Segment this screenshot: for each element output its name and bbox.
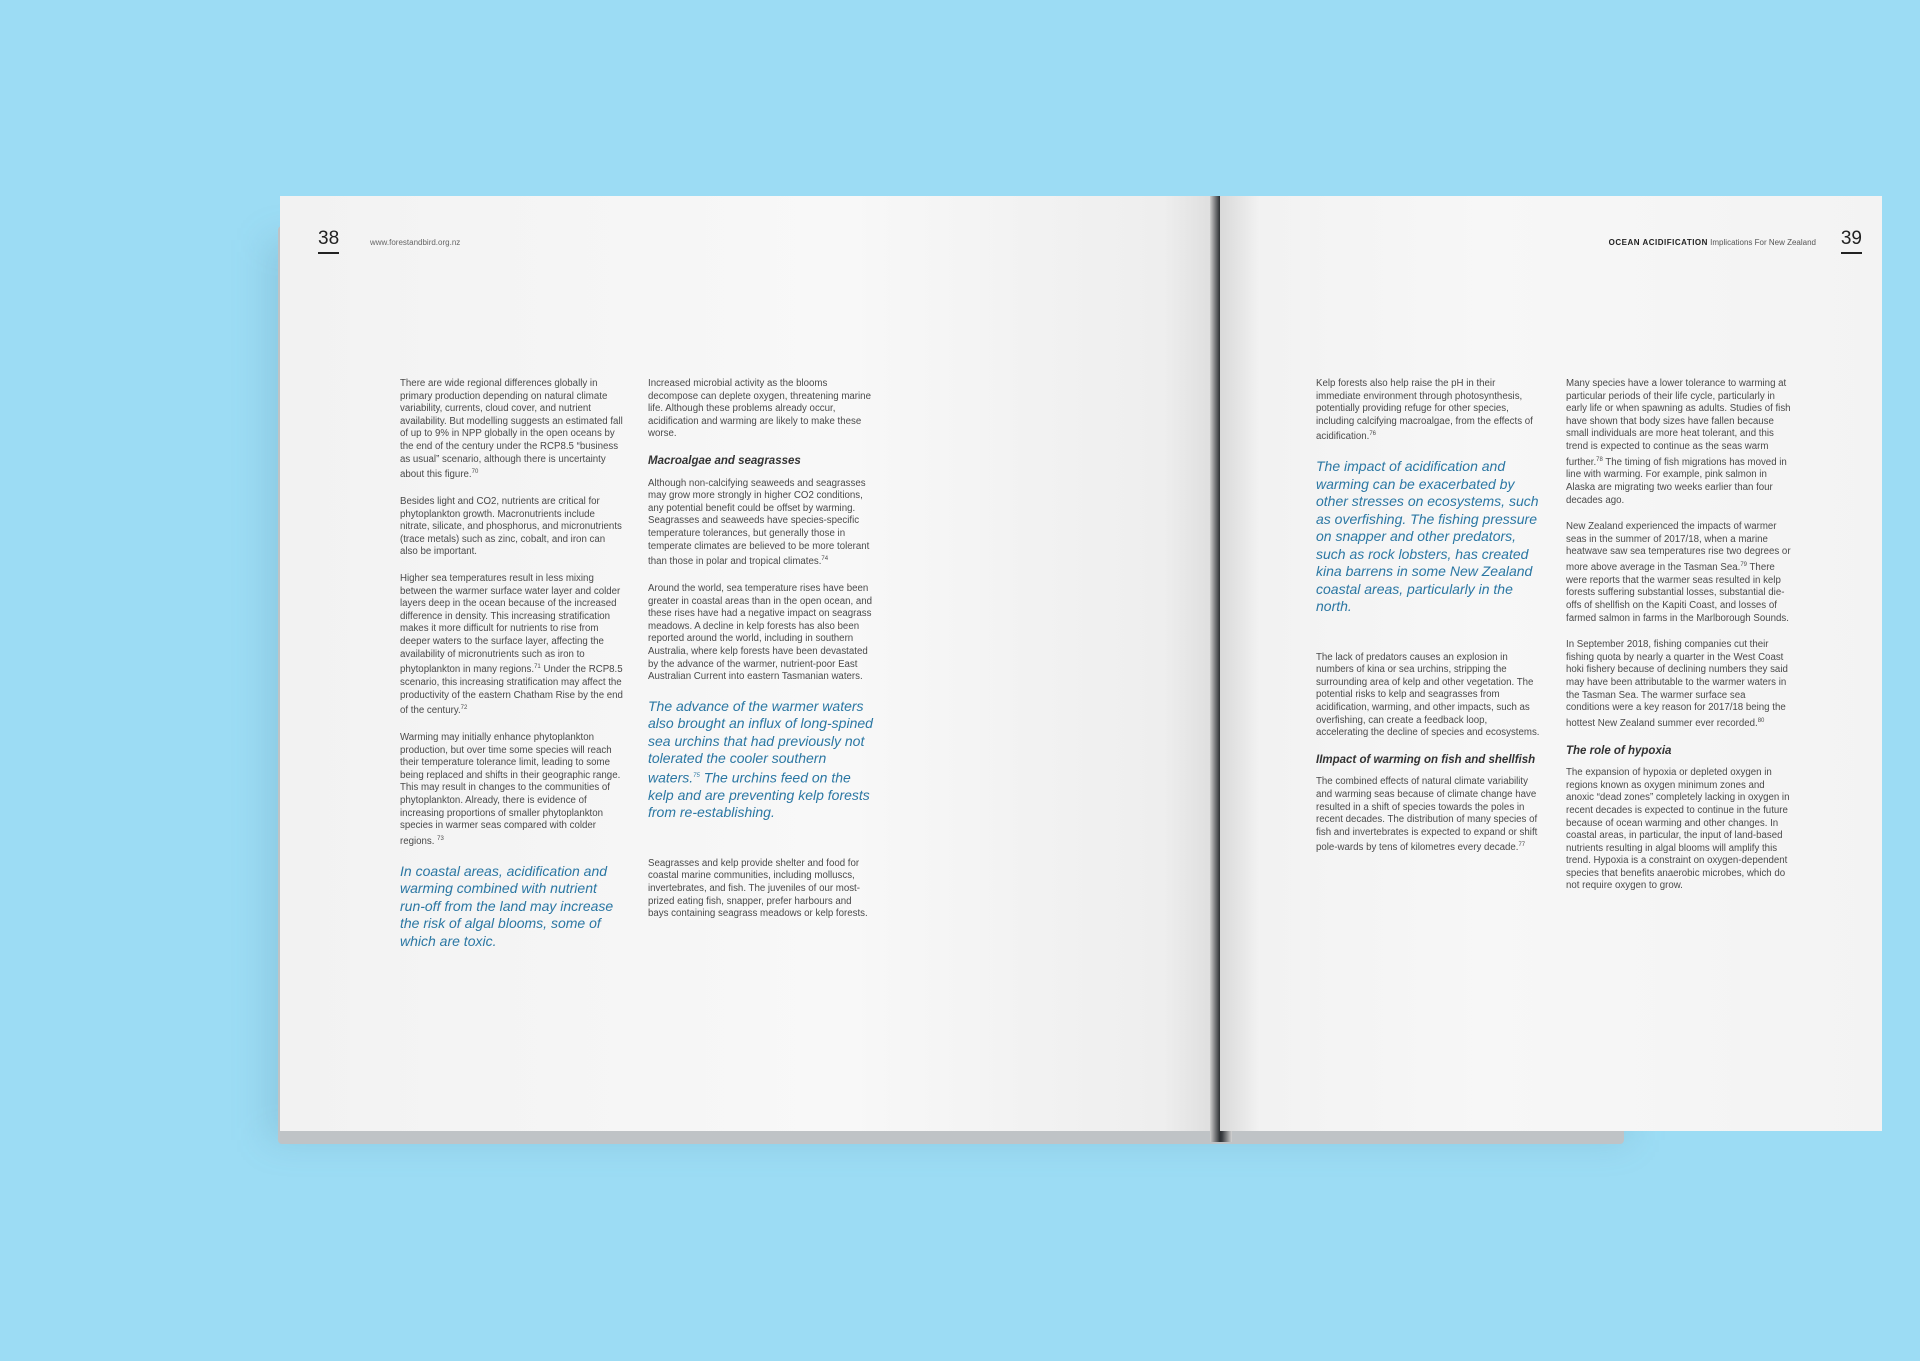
paragraph: Besides light and CO2, nutrients are critical for phytoplankton growth. Macronutrients include nitrate, silicate, and phosphorus, and micronutrients (trace metals) such as zinc, cobalt, and iron can also be important. <box>400 495 622 558</box>
section-heading: The role of hypoxia <box>1566 744 1672 757</box>
right-column-2 <box>1566 378 1791 907</box>
pull-quote: The impact of acidification and warming can be exacerbated by other stresses on ecosystems, such as overfishing. The fishing pressure on snapper and other predators, such as rock lobsters, has created kina barrens in some New Zealand coastal areas, particularly in the north. <box>1316 458 1539 615</box>
open-book <box>270 196 1862 1142</box>
pull-quote: The advance of the warmer waters also brought an influx of long-spined sea urchins that had previously not tolerated the cooler southern waters.$^{75}$ The urchins feed on the kelp and are preventing kelp forests from re-establishing. <box>648 697 873 821</box>
paragraph: The combined effects of natural climate variability and warming seas because of climate change have resulted in a shift of species towards the poles in recent decades. The distribution of many species of fish and invertebrates is expected to expand or shift pole-wards by tens of kilometres every decade.$^{77}$ <box>1316 776 1538 854</box>
paragraph: Although non-calcifying seaweeds and seagrasses may grow more strongly in higher CO2 conditions, any potential benefit could be offset by warming. Seagrasses and seaweeds have species-specific temperature tolerances, but generally those in temperate climates are believed to be more tolerant than those in polar and tropical climates.$^{74}$ <box>648 477 870 568</box>
paragraph: Seagrasses and kelp provide shelter and food for coastal marine communities, including molluscs, invertebrates, and fish. The juveniles of our most-prized eating fish, snapper, prefer harbours and bays containing seagrass meadows or kelp forests. <box>648 857 868 920</box>
website-url: www.forestandbird.org.nz <box>370 238 461 247</box>
paragraph: Around the world, sea temperature rises have been greater in coastal areas than in the open ocean, and these rises have had a negative impact on seagrass meadows. A decline in kelp forests has also been reported around the world, including in southern Australia, where kelp forests have been devastated by the advance of the warmer, nutrient-poor East Australian Current into eastern Tasmanian waters. <box>648 582 873 683</box>
paragraph: Warming may initially enhance phytoplankton production, but over time some species will reach their temperature tolerance limit, leading to some being replaced and shifts in their geographic range. This may result in changes to the communities of phytoplankton. Already, there is evidence of increasing proportions of smaller phytoplankton species in warmer seas compared with colder regions. $^{73}$ <box>400 731 621 847</box>
paragraph: New Zealand experienced the impacts of warmer seas in the summer of 2017/18, when a marine heatwave saw sea temperatures rise two degrees or more above average in the Tasman Sea.$^{79}$ There were reports that the warmer seas resulted in kelp forests suffering substantial losses, substantial die-offs of shellfish on the Kapiti Coast, and losses of farmed salmon in farms in the Marlborough Sounds. <box>1566 521 1791 624</box>
running-head: OCEAN ACIDIFICATION Implications For New Zealand <box>1608 238 1816 247</box>
paragraph: In September 2018, fishing companies cut their fishing quota by nearly a quarter in the West Coast hoki fishery because of declining numbers they said may have been attributable to the warmer waters in the Tasman Sea. The warmer surface sea conditions were a key reason for 2017/18 being the hottest New Zealand summer ever recorded.$^{80}$ <box>1566 639 1788 729</box>
paragraph: The expansion of hypoxia or depleted oxygen in regions known as oxygen minimum zones and anoxic “dead zones” completely lacking in oxygen in recent decades is expected to continue in the future because of ocean warming and other changes. In coastal areas, in particular, the input of land-based nutrients resulting in algal blooms will amplify this trend. Hypoxia is a constraint on oxygen-dependent species that benefits anaerobic microbes, which do not require oxygen to grow. <box>1566 767 1790 892</box>
section-heading: Macroalgae and seagrasses <box>648 454 801 467</box>
paragraph: Kelp forests also help raise the pH in their immediate environment through photosynthesis, potentially providing refuge for other species, including calcifying macroalgae, from the effects of acidification.$^{76}$ <box>1316 378 1533 443</box>
paragraph: Many species have a lower tolerance to warming at particular periods of their life cycle, particularly in early life or when spawning as adults. Studies of fish have shown that body sizes have fallen because small individuals are more heat tolerant, and this trend is expected to continue as the seas warm further.$^{78}$ The timing of fish migrations has moved in line with warming. For example, pink salmon in Alaska are migrating two weeks earlier than four decades ago. <box>1566 378 1791 506</box>
right-page <box>1220 196 1882 1131</box>
left-page <box>280 196 1220 1131</box>
paragraph: Increased microbial activity as the blooms decompose can deplete oxygen, threatening marine life. Although these problems already occur, acidification and warming are likely to make these worse. <box>648 378 871 440</box>
pull-quote: In coastal areas, acidification and warming combined with nutrient run-off from the land may increase the risk of algal blooms, some of which are toxic. <box>400 862 614 949</box>
paragraph: Higher sea temperatures result in less mixing between the warmer surface water layer and colder layers deep in the ocean because of the increased difference in density. This increasing stratification makes it more difficult for nutrients to rise from deeper waters to the surface layer, affecting the availability of micronutrients such as iron to phytoplankton in many regions.$^{71}$ Under the RCP8.5 scenario, this increasing stratification may affect the productivity of the eastern Chatham Rise by the end of the century.$^{72}$ <box>400 572 623 717</box>
page-number-left: 38 <box>318 228 339 254</box>
paragraph: There are wide regional differences globally in primary production depending on natural climate variability, currents, cloud cover, and nutrient availability. But modelling suggests an estimated fall of up to 9% in NPP globally in the open oceans by the end of the century under the RCP8.5 “business as usual” scenario, although there is uncertainty about this figure.$^{70}$ <box>400 378 623 481</box>
left-column-1 <box>400 378 625 986</box>
section-heading: IImpact of warming on fish and shellfish <box>1316 753 1536 766</box>
left-column-2 <box>648 378 873 935</box>
paragraph: The lack of predators causes an explosion in numbers of kina or sea urchins, stripping the surrounding area of kelp and other vegetation. The potential risks to kelp and seagrasses from acidification, warming, and other impacts, such as overfishing, can create a feedback loop, accelerating the decline of species and ecosystems. <box>1316 651 1540 739</box>
right-column-1 <box>1316 378 1541 869</box>
page-number-right: 39 <box>1841 228 1862 254</box>
